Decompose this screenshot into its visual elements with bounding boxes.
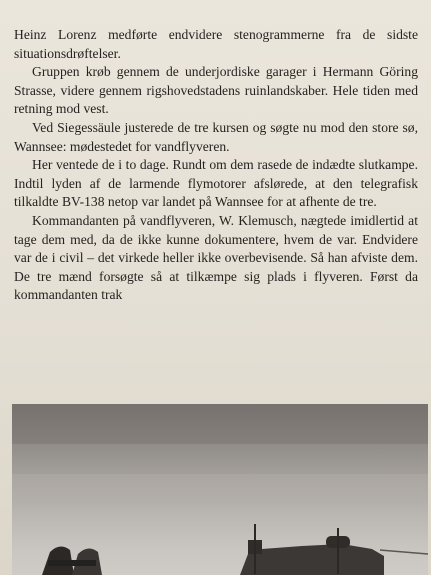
paragraph-2: Gruppen krøb gennem de underjordiske garager i Hermann Göring Strasse, videre gennem rigshovedstadens ruinlandskaber. Hele tiden med retning mod vest. bbox=[14, 64, 418, 117]
body-text bbox=[14, 26, 418, 305]
paragraph-1: Heinz Lorenz medførte endvidere stenogrammerne fra de sidste situationsdrøftelser. bbox=[14, 27, 418, 61]
paragraph-5: Kommandanten på vandflyveren, W. Klemusch, nægtede imidlertid at tage dem med, da de ikke kunne dokumentere, hvem de var. Endvidere var de i civil – det virkede heller ikke overbevisende. Så han afviste dem. De tre mænd forsøgte så at tilkæmpe sig plads i flyveren. Først da kommandanten trak bbox=[14, 212, 418, 303]
seaplane-photo bbox=[12, 404, 428, 575]
paragraph-3: Ved Siegessäule justerede de tre kursen og søgte nu mod den store sø, Wannsee: mødestedet for vandflyveren. bbox=[14, 119, 418, 154]
seaplane-photo-drawing bbox=[12, 404, 428, 575]
paragraph-4: Her ventede de i to dage. Rundt om dem rasede de indædte slutkampe. Indtil lyden af de larmende flymotorer afslørede, at den telegrafisk tilkaldte BV-138 netop var landet på Wannsee for at afhente de tre. bbox=[14, 157, 418, 210]
